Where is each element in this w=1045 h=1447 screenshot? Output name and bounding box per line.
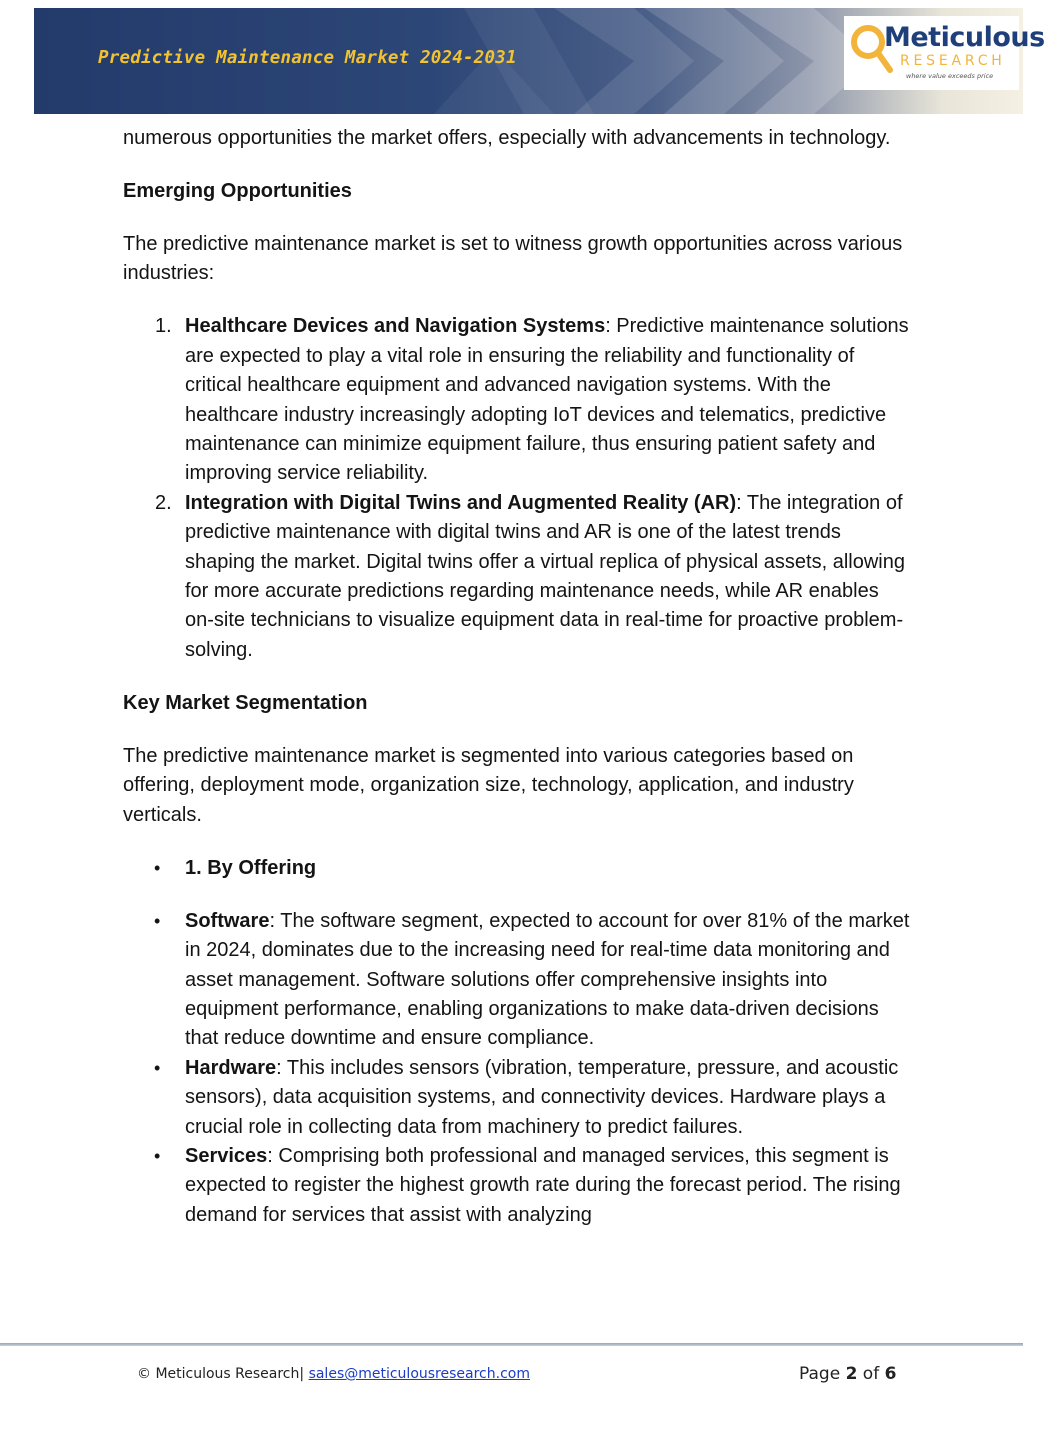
copyright-text: © Meticulous Research|	[137, 1366, 309, 1382]
list-number: 2.	[155, 491, 172, 514]
header-banner	[34, 8, 1045, 114]
page-total: 6	[884, 1364, 897, 1384]
document-body	[123, 124, 913, 1230]
emerging-heading: Emerging Opportunities	[123, 180, 352, 202]
list-item	[123, 1142, 913, 1230]
list-number: 1.	[155, 315, 172, 338]
list-item-text: : The integration of predictive maintenance with digital twins and AR is one of the latest trends shaping the market. Digital twins offer a virtual replica of physical assets, allowing for more accurate predictions regarding maintenance needs, while AR enables on-site technicians to visualize equipment data in real-time for proactive problem-solving.	[185, 491, 905, 661]
bullet-icon: •	[154, 1057, 161, 1078]
offering-list	[123, 907, 913, 1230]
email-link[interactable]: sales@meticulousresearch.com	[308, 1366, 530, 1382]
list-item-title: Integration with Digital Twins and Augmented Reality (AR)	[185, 491, 737, 514]
logo-subtitle: RESEARCH	[900, 53, 1006, 69]
list-item-text: : This includes sensors (vibration, temperature, pressure, and acoustic sensors), data acquisition systems, and connectivity devices. Hardware plays a crucial role in collecting data from machinery to predict failures.	[185, 1056, 899, 1138]
list-item-title: Healthcare Devices and Navigation Systems	[185, 315, 606, 338]
page-of-label: of	[857, 1364, 885, 1384]
page-indicator	[799, 1364, 896, 1384]
logo-tagline: where value exceeds price	[906, 72, 994, 80]
list-item	[123, 854, 913, 883]
list-item-text: : Predictive maintenance solutions are expected to play a vital role in ensuring the reliability and functionality of critical healthcare equipment and advanced navigation systems. With the healthcare industry increasingly adopting IoT devices and telematics, predictive maintenance can minimize equipment failure, thus ensuring patient safety and improving service reliability.	[185, 315, 909, 485]
bullet-icon: •	[154, 910, 161, 931]
footer-divider	[0, 1343, 1023, 1346]
offering-heading-list	[123, 854, 913, 883]
list-item-title: Software	[185, 909, 270, 932]
intro-paragraph: numerous opportunities the market offers, especially with advancements in technology.	[123, 127, 891, 149]
footer-copyright	[137, 1366, 530, 1382]
page-label: Page	[799, 1364, 846, 1384]
list-item-title: Services	[185, 1144, 268, 1167]
bullet-icon: •	[154, 1145, 161, 1166]
list-item	[123, 489, 913, 665]
list-item	[123, 312, 913, 488]
company-logo	[844, 16, 1045, 90]
page-current: 2	[845, 1364, 858, 1384]
segmentation-paragraph: The predictive maintenance market is segmented into various categories based on offering, deployment mode, organization size, technology, application, and industry verticals.	[123, 744, 854, 826]
list-item	[123, 1054, 913, 1142]
offering-heading: 1. By Offering	[185, 856, 317, 879]
list-item	[123, 907, 913, 1054]
segmentation-heading: Key Market Segmentation	[123, 691, 368, 714]
logo-name: Meticulous	[884, 22, 1045, 53]
emerging-paragraph: The predictive maintenance market is set to witness growth opportunities across various industries:	[123, 233, 903, 285]
bullet-icon: •	[154, 857, 161, 878]
list-item-text: : The software segment, expected to account for over 81% of the market in 2024, dominates due to the increasing need for real-time data monitoring and asset management. Software solutions offer comprehensive insights into equipment performance, enabling organizations to make data-driven decisions that reduce downtime and ensure compliance.	[185, 909, 910, 1050]
list-item-title: Hardware	[185, 1056, 277, 1079]
banner-title: Predictive Maintenance Market 2024-2031	[98, 48, 517, 68]
emerging-list	[123, 312, 913, 665]
list-item-text: : Comprising both professional and managed services, this segment is expected to register the highest growth rate during the forecast period. The rising demand for services that assist with analyzing	[185, 1144, 901, 1226]
